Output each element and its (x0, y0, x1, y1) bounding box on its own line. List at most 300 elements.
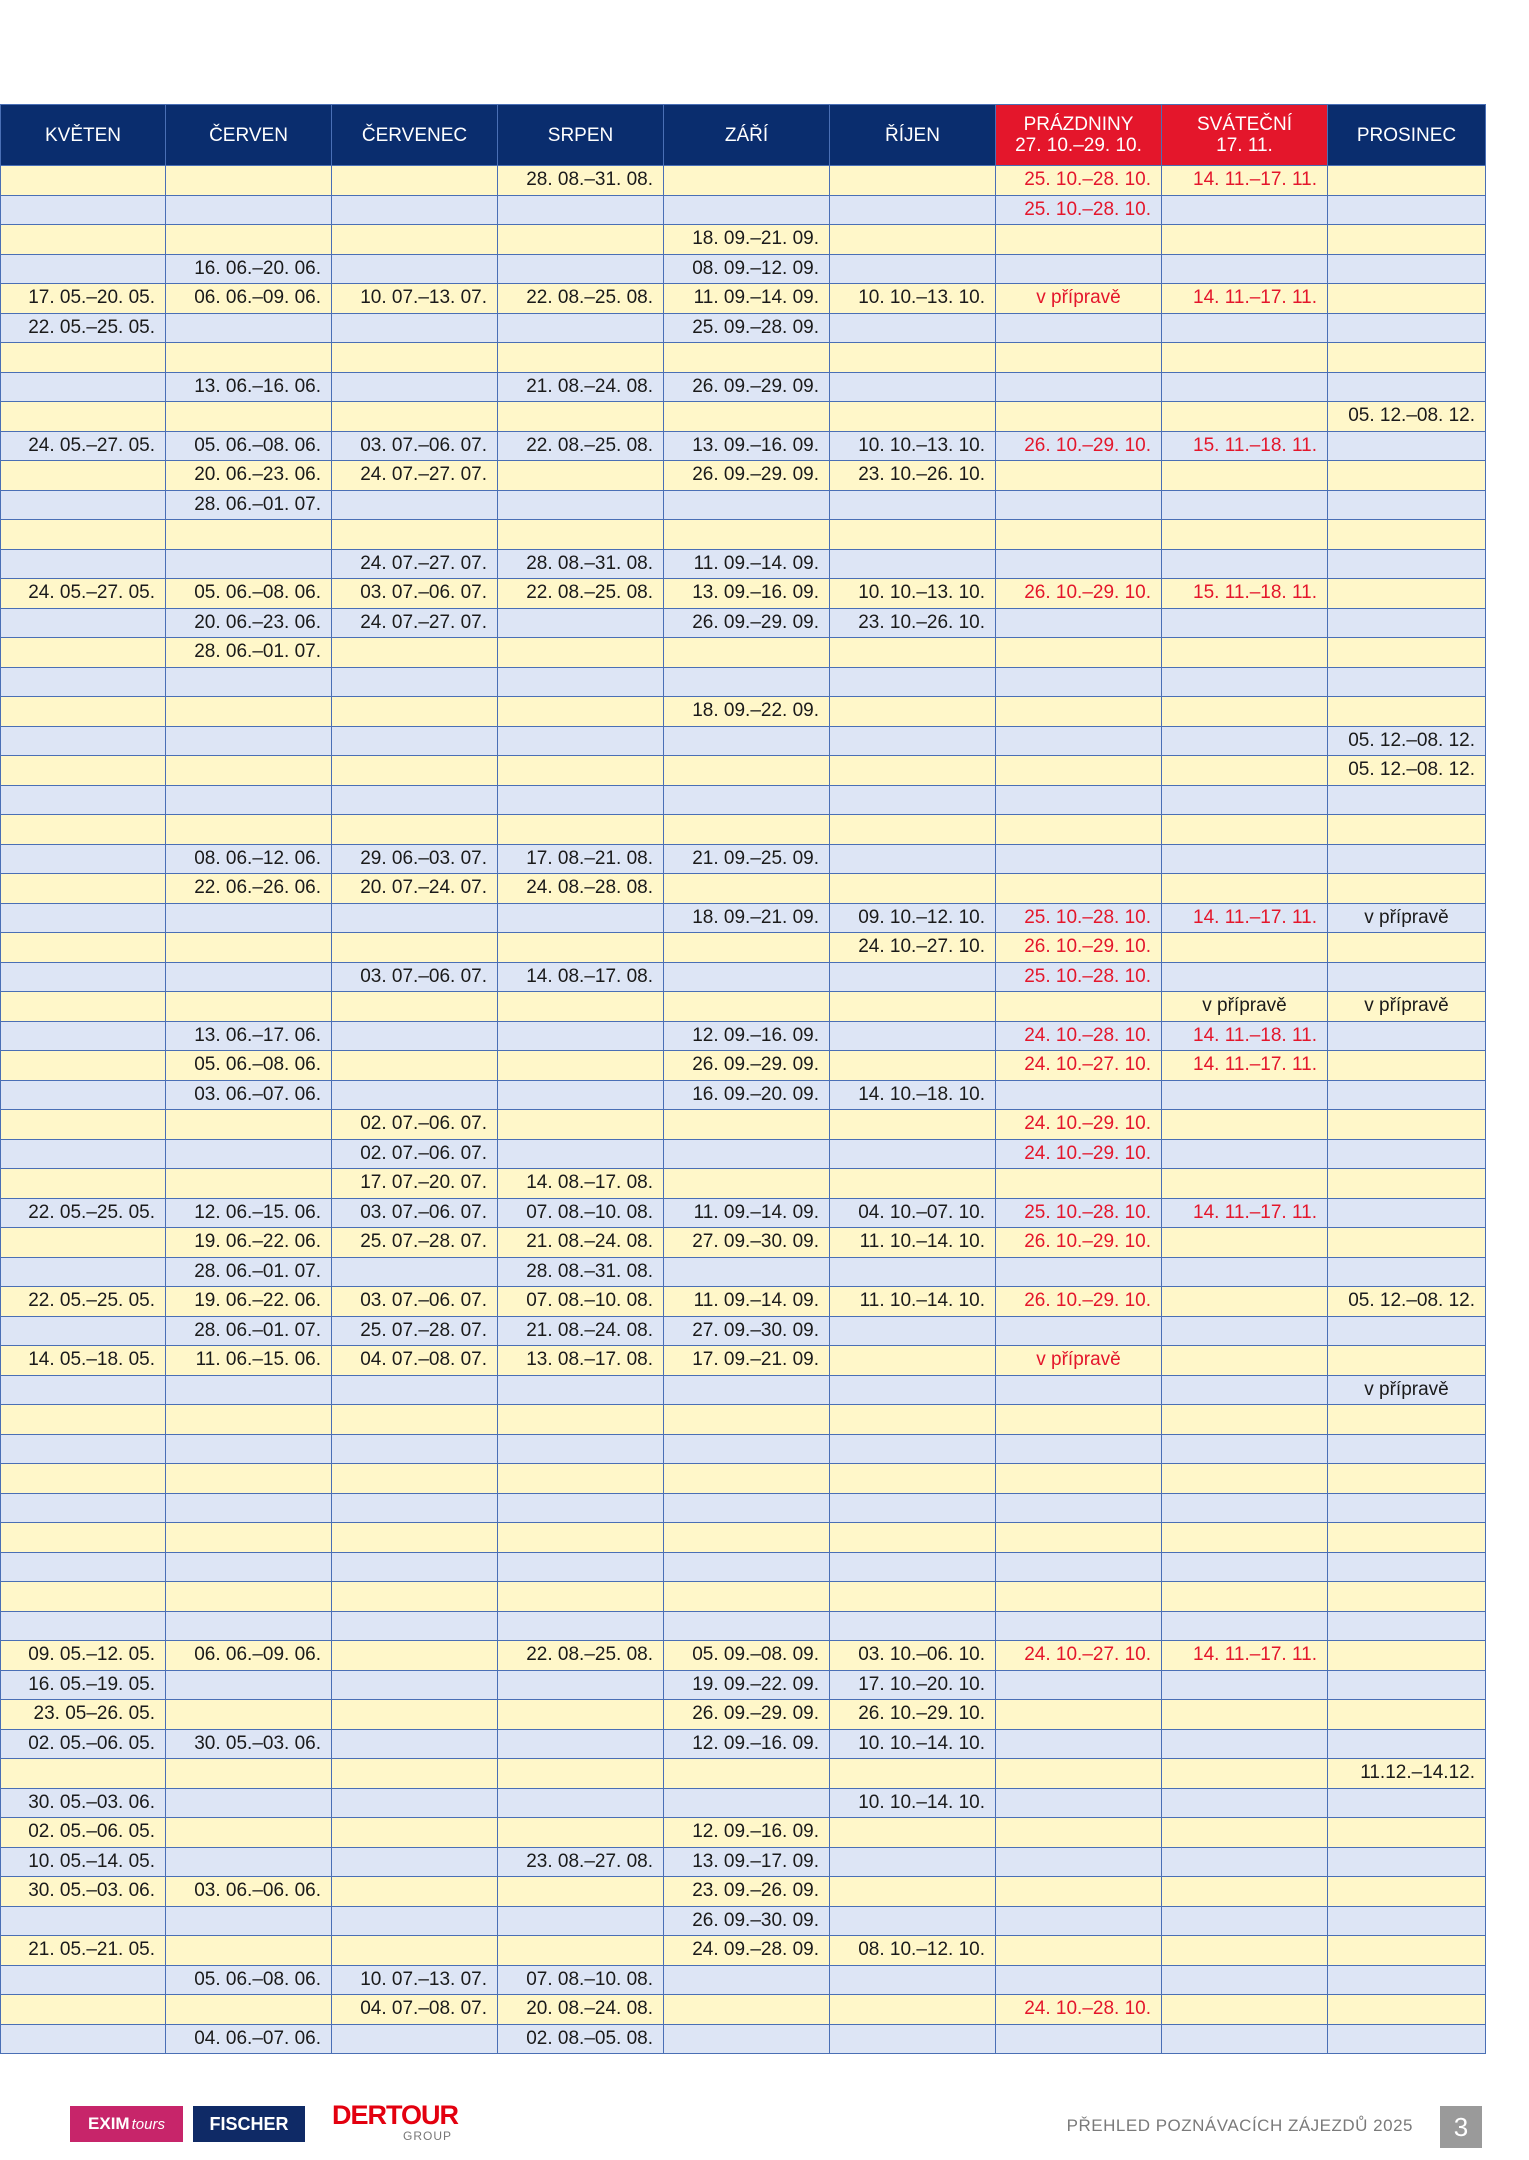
date-cell (1162, 962, 1328, 992)
date-cell (332, 1847, 498, 1877)
date-cell (830, 254, 996, 284)
table-row (1, 962, 1486, 992)
date-cell (830, 1139, 996, 1169)
date-cell (1328, 1110, 1486, 1140)
date-cell (830, 1051, 996, 1081)
table-row (1, 372, 1486, 402)
date-cell: 26. 09.–30. 09. (664, 1906, 830, 1936)
date-cell (1328, 431, 1486, 461)
date-cell (1, 1493, 166, 1523)
date-cell (996, 785, 1162, 815)
table-row (1, 1641, 1486, 1671)
date-cell (1, 1110, 166, 1140)
date-cell (996, 490, 1162, 520)
date-cell (1, 1611, 166, 1641)
date-cell (1162, 933, 1328, 963)
date-cell: 02. 08.–05. 08. (498, 2024, 664, 2054)
date-cell: 28. 06.–01. 07. (166, 1257, 332, 1287)
date-cell (1162, 1936, 1328, 1966)
date-cell: 24. 10.–27. 10. (996, 1641, 1162, 1671)
date-cell: 23. 10.–26. 10. (830, 608, 996, 638)
date-cell (498, 1788, 664, 1818)
table-row (1, 343, 1486, 373)
date-cell (498, 1110, 664, 1140)
date-cell (1328, 962, 1486, 992)
date-cell (1328, 1582, 1486, 1612)
date-cell (1, 520, 166, 550)
date-cell: 25. 09.–28. 09. (664, 313, 830, 343)
date-cell (332, 402, 498, 432)
table-row (1, 844, 1486, 874)
date-cell: 05. 06.–08. 06. (166, 1965, 332, 1995)
date-cell (1, 1080, 166, 1110)
date-cell (332, 372, 498, 402)
date-cell (166, 1110, 332, 1140)
exim-logo-tours-text: tours (131, 2115, 165, 2133)
col-header-zari: ZÁŘÍ (664, 105, 830, 166)
date-cell: 22. 08.–25. 08. (498, 579, 664, 609)
date-cell: 14. 11.–17. 11. (1162, 166, 1328, 196)
date-cell (498, 992, 664, 1022)
date-cell (996, 254, 1162, 284)
date-cell: 24. 07.–27. 07. (332, 461, 498, 491)
date-cell (1162, 844, 1328, 874)
date-cell (1328, 1729, 1486, 1759)
date-cell (166, 1493, 332, 1523)
date-cell: 26. 09.–29. 09. (664, 372, 830, 402)
date-cell (830, 1965, 996, 1995)
date-cell: 21. 08.–24. 08. (498, 1316, 664, 1346)
date-cell (664, 1965, 830, 1995)
date-cell: 10. 10.–13. 10. (830, 431, 996, 461)
date-cell: 09. 10.–12. 10. (830, 903, 996, 933)
date-cell: 28. 08.–31. 08. (498, 1257, 664, 1287)
date-cell: 10. 10.–14. 10. (830, 1729, 996, 1759)
date-cell (996, 667, 1162, 697)
date-cell (498, 697, 664, 727)
date-cell (1328, 1936, 1486, 1966)
date-cell (498, 903, 664, 933)
date-cell (1, 1228, 166, 1258)
date-cell (1, 1316, 166, 1346)
fischer-logo: FISCHER (193, 2106, 305, 2142)
date-cell (996, 815, 1162, 845)
date-cell (664, 1375, 830, 1405)
col-header-prosinec: PROSINEC (1328, 105, 1486, 166)
table-body (1, 166, 1486, 2054)
date-cell: 24. 10.–27. 10. (996, 1051, 1162, 1081)
date-cell (1, 815, 166, 845)
date-cell (996, 756, 1162, 786)
date-cell (498, 1405, 664, 1435)
date-cell (1162, 1611, 1328, 1641)
date-cell (1, 1464, 166, 1494)
date-cell: 24. 10.–27. 10. (830, 933, 996, 963)
date-cell (1328, 1434, 1486, 1464)
date-cell (1, 638, 166, 668)
date-cell (498, 1434, 664, 1464)
date-cell: 07. 08.–10. 08. (498, 1965, 664, 1995)
date-cell (830, 1110, 996, 1140)
date-cell (1162, 461, 1328, 491)
date-cell (498, 933, 664, 963)
date-cell: 03. 07.–06. 07. (332, 1287, 498, 1317)
date-cell (1328, 461, 1486, 491)
date-cell (332, 1405, 498, 1435)
date-cell (498, 402, 664, 432)
date-cell (996, 225, 1162, 255)
date-cell (498, 726, 664, 756)
date-cell (830, 756, 996, 786)
date-cell (332, 638, 498, 668)
date-cell (1, 903, 166, 933)
date-cell: 13. 09.–16. 09. (664, 431, 830, 461)
date-cell (498, 1611, 664, 1641)
date-cell (332, 815, 498, 845)
date-cell (1328, 372, 1486, 402)
date-cell: 03. 07.–06. 07. (332, 431, 498, 461)
date-cell: 19. 09.–22. 09. (664, 1670, 830, 1700)
date-cell: 07. 08.–10. 08. (498, 1198, 664, 1228)
date-cell (1162, 1110, 1328, 1140)
date-cell (1162, 667, 1328, 697)
date-cell (1328, 254, 1486, 284)
date-cell (1, 402, 166, 432)
date-cell: 26. 09.–29. 09. (664, 1051, 830, 1081)
date-cell: 22. 05.–25. 05. (1, 1198, 166, 1228)
date-cell (996, 1523, 1162, 1553)
date-cell: 11. 09.–14. 09. (664, 1287, 830, 1317)
table-row (1, 1287, 1486, 1317)
date-cell (332, 785, 498, 815)
table-row (1, 1464, 1486, 1494)
date-cell: 23. 10.–26. 10. (830, 461, 996, 491)
date-cell (1162, 608, 1328, 638)
table-row (1, 431, 1486, 461)
table-row (1, 313, 1486, 343)
date-cell (664, 1434, 830, 1464)
date-cell: 09. 05.–12. 05. (1, 1641, 166, 1671)
date-cell (1328, 1198, 1486, 1228)
date-cell (166, 1523, 332, 1553)
date-cell (332, 2024, 498, 2054)
date-cell (1328, 1641, 1486, 1671)
table-row (1, 1847, 1486, 1877)
date-cell (166, 1759, 332, 1789)
date-cell: 24. 05.–27. 05. (1, 431, 166, 461)
date-cell: 27. 09.–30. 09. (664, 1316, 830, 1346)
table-row (1, 815, 1486, 845)
date-cell (1162, 1965, 1328, 1995)
date-cell (332, 1080, 498, 1110)
date-cell (664, 667, 830, 697)
date-cell: 04. 10.–07. 10. (830, 1198, 996, 1228)
date-cell: 22. 05.–25. 05. (1, 1287, 166, 1317)
date-cell (1162, 372, 1328, 402)
date-cell (830, 1169, 996, 1199)
date-cell (1162, 549, 1328, 579)
prazdniny-dates: 27. 10.–29. 10. (1015, 135, 1142, 156)
date-cell (166, 1670, 332, 1700)
date-cell: 14. 11.–17. 11. (1162, 1641, 1328, 1671)
date-cell (996, 1818, 1162, 1848)
date-cell: 02. 05.–06. 05. (1, 1818, 166, 1848)
date-cell (996, 549, 1162, 579)
table-row (1, 608, 1486, 638)
table-row (1, 1405, 1486, 1435)
date-cell (498, 785, 664, 815)
date-cell (1328, 1316, 1486, 1346)
table-row (1, 1729, 1486, 1759)
departure-dates-table (0, 104, 1486, 2054)
date-cell (830, 1877, 996, 1907)
date-cell (166, 785, 332, 815)
date-cell: 26. 10.–29. 10. (996, 431, 1162, 461)
date-cell: 26. 10.–29. 10. (830, 1700, 996, 1730)
date-cell: 24. 10.–28. 10. (996, 1995, 1162, 2025)
date-cell: 16. 09.–20. 09. (664, 1080, 830, 1110)
date-cell (1328, 490, 1486, 520)
date-cell: 03. 07.–06. 07. (332, 579, 498, 609)
table-row (1, 1228, 1486, 1258)
date-cell (166, 1818, 332, 1848)
date-cell: 15. 11.–18. 11. (1162, 431, 1328, 461)
table-row (1, 1051, 1486, 1081)
date-cell: 05. 06.–08. 06. (166, 579, 332, 609)
date-cell (1328, 1552, 1486, 1582)
date-cell (498, 461, 664, 491)
date-cell (996, 1847, 1162, 1877)
date-cell (1, 1759, 166, 1789)
date-cell (664, 1169, 830, 1199)
date-cell: 24. 09.–28. 09. (664, 1936, 830, 1966)
date-cell (1328, 1169, 1486, 1199)
date-cell: 26. 09.–29. 09. (664, 1700, 830, 1730)
date-cell (498, 520, 664, 550)
date-cell (1162, 1316, 1328, 1346)
date-cell: 02. 07.–06. 07. (332, 1139, 498, 1169)
date-cell (830, 726, 996, 756)
date-cell (498, 1729, 664, 1759)
table-row (1, 1995, 1486, 2025)
date-cell (1328, 608, 1486, 638)
date-cell (996, 402, 1162, 432)
table-row (1, 1080, 1486, 1110)
date-cell: 22. 05.–25. 05. (1, 313, 166, 343)
date-cell (1328, 1405, 1486, 1435)
date-cell: 25. 10.–28. 10. (996, 903, 1162, 933)
date-cell: v přípravě (1328, 903, 1486, 933)
table-row (1, 2024, 1486, 2054)
date-cell (332, 697, 498, 727)
date-cell (1, 1021, 166, 1051)
date-cell (664, 1611, 830, 1641)
date-cell (1, 844, 166, 874)
date-cell (830, 402, 996, 432)
table-row (1, 1375, 1486, 1405)
date-cell (498, 1936, 664, 1966)
date-cell (1328, 815, 1486, 845)
table-row (1, 549, 1486, 579)
date-cell (166, 1995, 332, 2025)
date-cell (996, 608, 1162, 638)
date-cell (664, 195, 830, 225)
table-row (1, 195, 1486, 225)
date-cell (830, 225, 996, 255)
date-cell (1, 697, 166, 727)
date-cell (166, 1464, 332, 1494)
date-cell (830, 1316, 996, 1346)
date-cell (996, 1493, 1162, 1523)
date-cell (830, 992, 996, 1022)
date-cell (498, 1523, 664, 1553)
table-row (1, 579, 1486, 609)
date-cell (1162, 1847, 1328, 1877)
date-cell: 21. 08.–24. 08. (498, 372, 664, 402)
date-cell: 30. 05.–03. 06. (166, 1729, 332, 1759)
date-cell (498, 667, 664, 697)
date-cell (1, 1051, 166, 1081)
date-cell (1162, 1818, 1328, 1848)
date-cell (166, 903, 332, 933)
date-cell (996, 461, 1162, 491)
date-cell (166, 1552, 332, 1582)
date-cell (166, 520, 332, 550)
date-cell (498, 1818, 664, 1848)
date-cell (1, 1169, 166, 1199)
table-row (1, 1700, 1486, 1730)
date-cell (830, 667, 996, 697)
date-cell: 23. 05–26. 05. (1, 1700, 166, 1730)
date-cell (166, 667, 332, 697)
date-cell (1328, 933, 1486, 963)
date-cell (1328, 2024, 1486, 2054)
date-cell (830, 1523, 996, 1553)
date-cell (664, 1110, 830, 1140)
date-cell: 22. 08.–25. 08. (498, 431, 664, 461)
date-cell (498, 1375, 664, 1405)
date-cell (1328, 1523, 1486, 1553)
date-cell (498, 343, 664, 373)
date-cell (332, 1051, 498, 1081)
date-cell: 12. 09.–16. 09. (664, 1729, 830, 1759)
date-cell (1, 1257, 166, 1287)
table-row (1, 1434, 1486, 1464)
date-cell (1328, 785, 1486, 815)
table-row (1, 1169, 1486, 1199)
date-cell (166, 402, 332, 432)
table-row (1, 933, 1486, 963)
date-cell (830, 1995, 996, 2025)
date-cell (1, 195, 166, 225)
date-cell (1328, 520, 1486, 550)
table-row (1, 1110, 1486, 1140)
date-cell: 26. 10.–29. 10. (996, 579, 1162, 609)
table-row (1, 254, 1486, 284)
table-row (1, 1936, 1486, 1966)
date-cell (166, 1582, 332, 1612)
date-cell (332, 343, 498, 373)
date-cell (1328, 1021, 1486, 1051)
date-cell (830, 1405, 996, 1435)
date-cell (830, 343, 996, 373)
date-cell (1162, 1346, 1328, 1376)
date-cell (1162, 402, 1328, 432)
date-cell (166, 1375, 332, 1405)
date-cell: 24. 07.–27. 07. (332, 549, 498, 579)
date-cell: 21. 05.–21. 05. (1, 1936, 166, 1966)
date-cell (498, 1877, 664, 1907)
date-cell (1162, 490, 1328, 520)
date-cell (332, 1818, 498, 1848)
date-cell (498, 1906, 664, 1936)
date-cell (830, 1464, 996, 1494)
date-cell: 05. 12.–08. 12. (1328, 756, 1486, 786)
date-cell (1, 461, 166, 491)
date-cell (664, 520, 830, 550)
date-cell (664, 1582, 830, 1612)
date-cell (332, 667, 498, 697)
table-row (1, 726, 1486, 756)
date-cell (166, 726, 332, 756)
date-cell (1328, 1670, 1486, 1700)
date-cell: 17. 08.–21. 08. (498, 844, 664, 874)
date-cell: 14. 10.–18. 10. (830, 1080, 996, 1110)
date-cell (332, 1729, 498, 1759)
date-cell (166, 549, 332, 579)
table-row (1, 1759, 1486, 1789)
table-row (1, 1670, 1486, 1700)
date-cell (996, 1788, 1162, 1818)
date-cell (1328, 166, 1486, 196)
date-cell (1162, 1670, 1328, 1700)
date-cell: 05. 09.–08. 09. (664, 1641, 830, 1671)
date-cell (166, 1788, 332, 1818)
date-cell (1162, 1405, 1328, 1435)
date-cell (996, 1080, 1162, 1110)
date-cell (1328, 1965, 1486, 1995)
col-header-srpen: SRPEN (498, 105, 664, 166)
date-cell (332, 933, 498, 963)
date-cell (830, 1759, 996, 1789)
date-cell: 22. 08.–25. 08. (498, 284, 664, 314)
date-cell: 27. 09.–30. 09. (664, 1228, 830, 1258)
date-cell (830, 1346, 996, 1376)
date-cell: 10. 10.–13. 10. (830, 284, 996, 314)
date-cell (830, 1818, 996, 1848)
date-cell (166, 1700, 332, 1730)
date-cell: 18. 09.–21. 09. (664, 225, 830, 255)
date-cell (498, 756, 664, 786)
date-cell (1162, 815, 1328, 845)
date-cell (830, 1021, 996, 1051)
date-cell (332, 1877, 498, 1907)
date-cell: 05. 12.–08. 12. (1328, 402, 1486, 432)
date-cell: 05. 12.–08. 12. (1328, 1287, 1486, 1317)
date-cell (166, 1139, 332, 1169)
col-header-prazdniny (996, 105, 1162, 166)
date-cell (1328, 225, 1486, 255)
date-cell: 10. 10.–13. 10. (830, 579, 996, 609)
date-cell: 21. 08.–24. 08. (498, 1228, 664, 1258)
date-cell (1162, 1375, 1328, 1405)
date-cell (830, 549, 996, 579)
date-cell (166, 343, 332, 373)
date-cell (830, 815, 996, 845)
table-row (1, 1346, 1486, 1376)
date-cell (996, 1434, 1162, 1464)
date-cell: 11.12.–14.12. (1328, 1759, 1486, 1789)
